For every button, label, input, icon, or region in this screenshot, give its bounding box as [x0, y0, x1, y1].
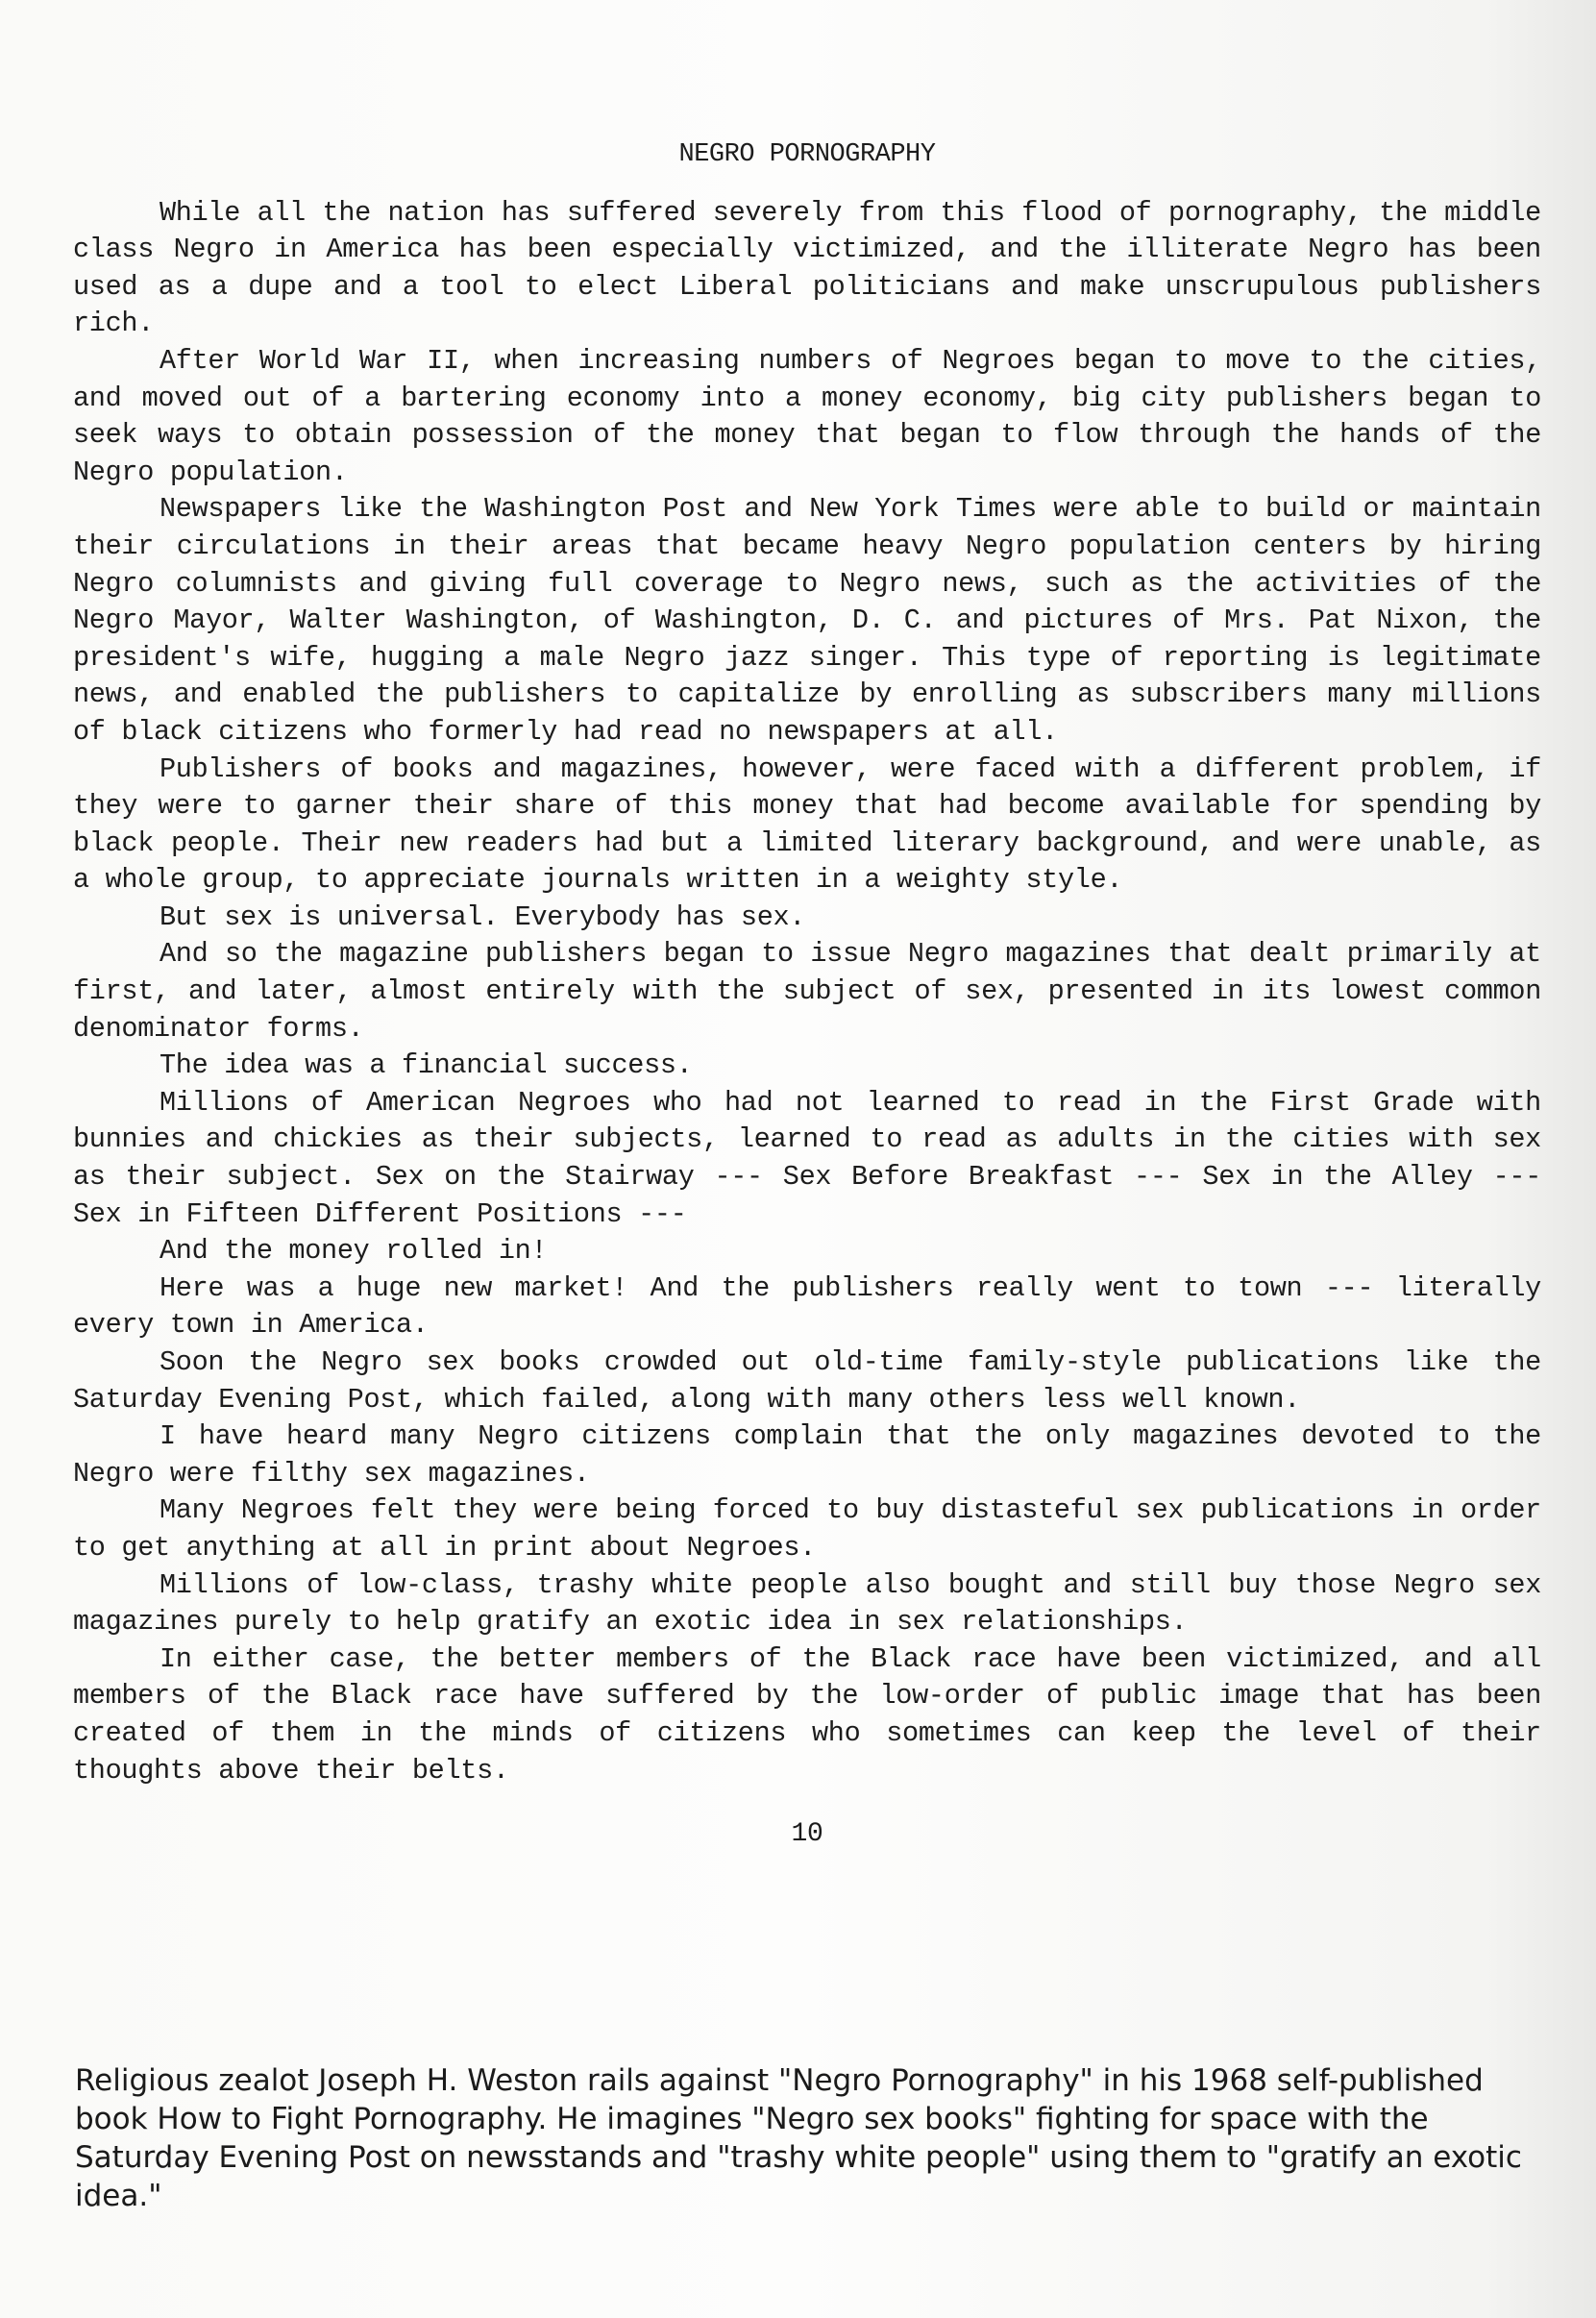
paragraph: The idea was a financial success. — [160, 1049, 693, 1082]
paragraph: Millions of American Negroes who had not learned to read in the First Grade with bunnies and chickies as their subjects, learned to read as adults in the cities with sex as their subject. Sex on the Stairway --- Sex Before Breakfast --- Sex in the Alley --- Sex in Fifteen Different Positions --- — [73, 1086, 1541, 1230]
paragraph: And so the magazine publishers began to issue Negro magazines that dealt primarily at first, and later, almost entirely with the subject of sex, presented in its lowest common denominator forms. — [73, 938, 1541, 1045]
paragraph: And the money rolled in! — [160, 1235, 548, 1268]
paragraph: In either case, the better members of the Black race have been victimized, and all members of the Black race have suffered by the low-order of public image that has been created of them in the minds of citizens who sometimes can keep the level of their thoughts above their belts. — [73, 1642, 1541, 1787]
paragraph: Many Negroes felt they were being forced to buy distasteful sex publications in order to get anything at all in print about Negroes. — [73, 1494, 1541, 1564]
paragraph: Here was a huge new market! And the publishers really went to town --- literally every town in America. — [73, 1271, 1541, 1342]
typewritten-text-block — [73, 136, 1541, 1854]
document-title: NEGRO PORNOGRAPHY — [678, 140, 936, 169]
paragraph: I have heard many Negro citizens complain that the only magazines devoted to the Negro were filthy sex magazines. — [73, 1420, 1541, 1490]
page-number: 10 — [791, 1819, 823, 1850]
paragraph: Soon the Negro sex books crowded out old-time family-style publications like the Saturday Evening Post, which failed, along with many others less well known. — [73, 1346, 1541, 1416]
image-caption: Religious zealot Joseph H. Weston rails against "Negro Pornography" in his 1968 self-published book How to Fight Pornography. He imagines "Negro sex books" fighting for space with the Saturday Evening Post on newsstands and "trashy white people" using them to "gratify an exotic idea." — [75, 2063, 1522, 2213]
paragraph: Newspapers like the Washington Post and New York Times were able to build or maintain their circulations in their areas that became heavy Negro population centers by hiring Negro columnists and giving full coverage to Negro news, such as the activities of the Negro Mayor, Walter Washington, of Washington, D. C. and pictures of Mrs. Pat Nixon, the president's wife, hugging a male Negro jazz singer. This type of reporting is legitimate news, and enabled the publishers to capitalize by enrolling as subscribers many millions of black citizens who formerly had read no newspapers at all. — [73, 493, 1541, 748]
paragraph: After World War II, when increasing numbers of Negroes began to move to the cities, and moved out of a bartering economy into a money economy, big city publishers began to seek ways to obtain possession of the money that began to flow through the hands of the Negro population. — [73, 344, 1541, 488]
paragraph: But sex is universal. Everybody has sex. — [160, 900, 806, 933]
paragraph: Millions of low-class, trashy white people also bought and still buy those Negro sex magazines purely to help gratify an exotic idea in sex relationships. — [73, 1568, 1541, 1639]
paragraph: While all the nation has suffered severely from this flood of pornography, the middle class Negro in America has been especially victimized, and the illiterate Negro has been used as a dupe and a tool to elect Liberal politicians and make unscrupulous publishers rich. — [73, 196, 1541, 340]
paragraph: Publishers of books and magazines, however, were faced with a different problem, if they were to garner their share of this money that had become available for spending by black people. Their new readers had but a limited literary background, and were unable, as a whole group, to appreciate journals written in a weighty style. — [73, 752, 1541, 897]
